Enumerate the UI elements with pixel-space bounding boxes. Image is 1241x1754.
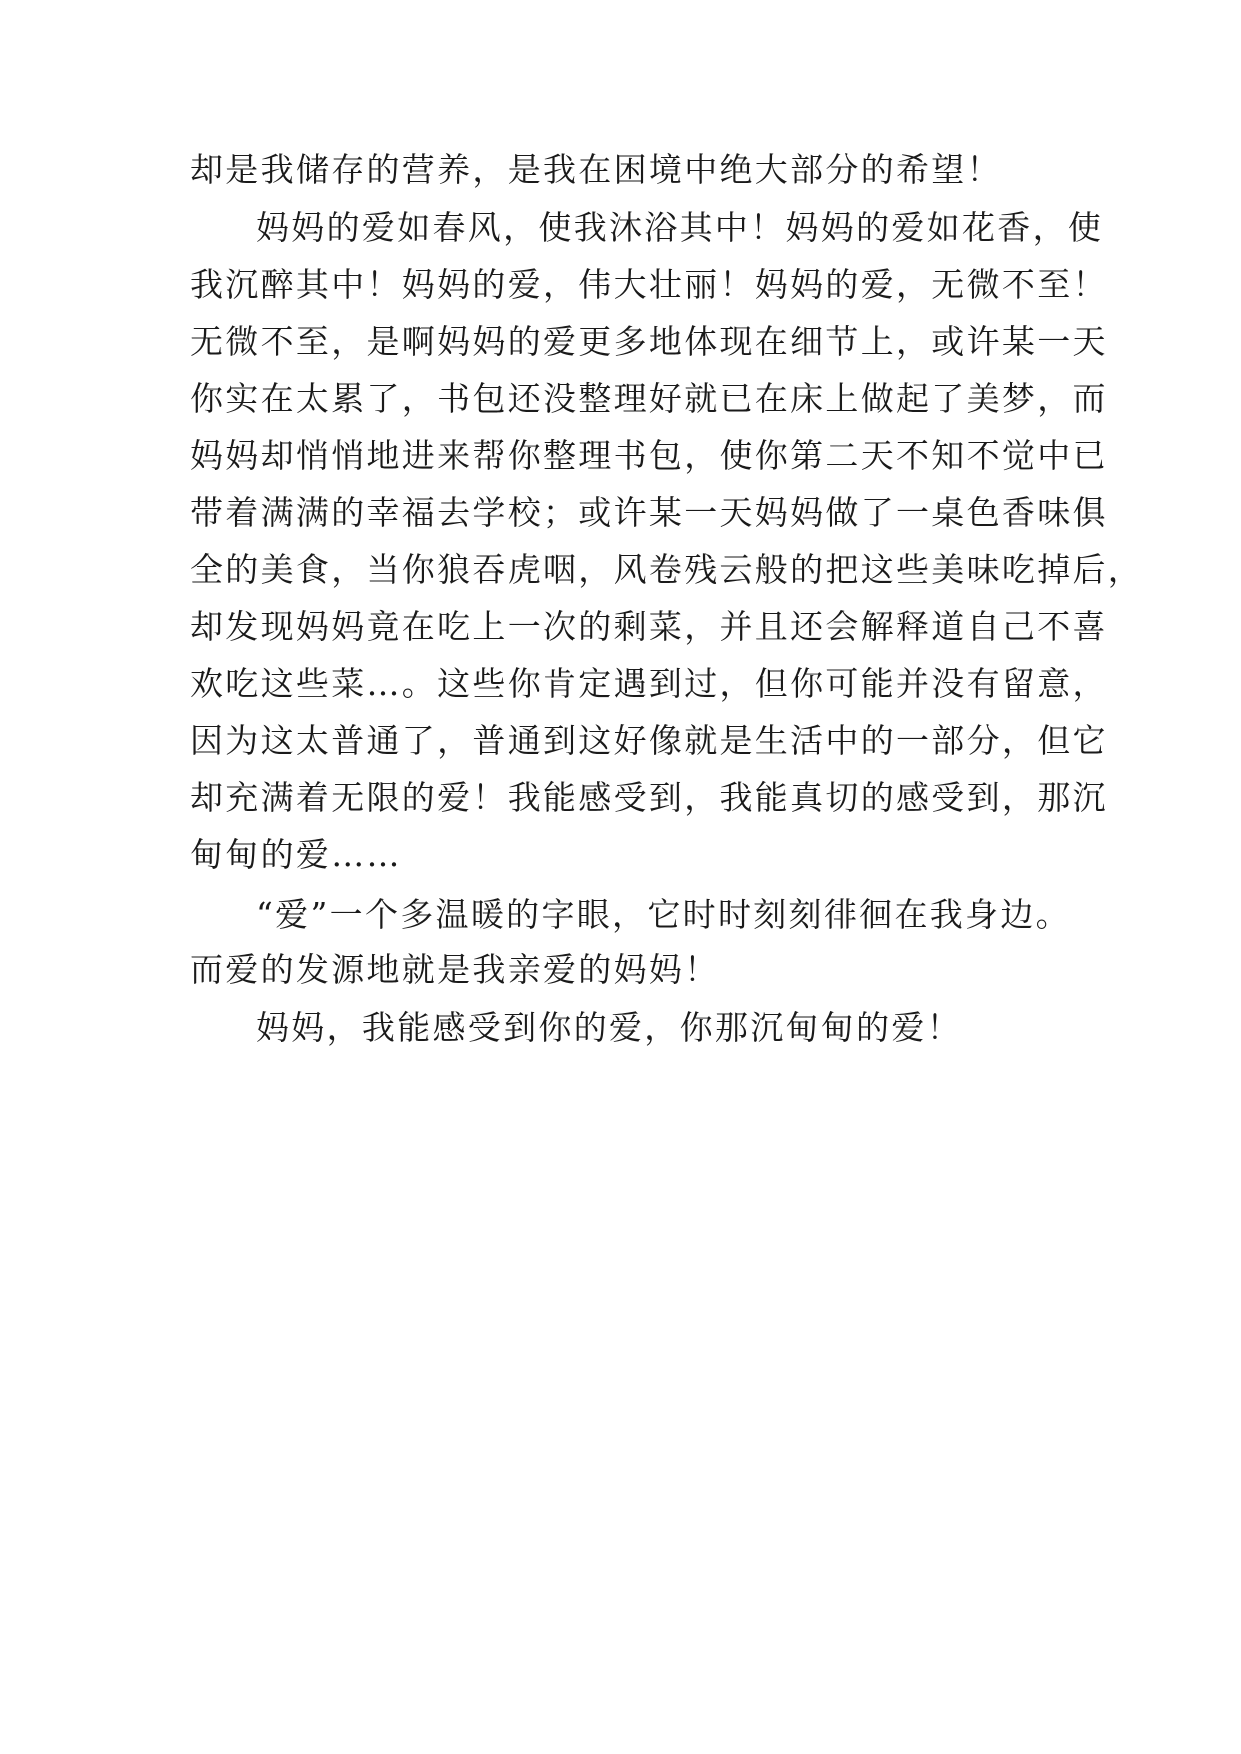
text-line-13: 甸甸的爱…… <box>190 835 402 874</box>
text-line-1: 却是我储存的营养，是我在困境中绝大部分的希望！ <box>190 150 1002 189</box>
text-line-8: 全的美食，当你狼吞虎咽，风卷残云般的把这些美味吃掉后， <box>190 550 1144 589</box>
text-line-3: 我沉醉其中！妈妈的爱，伟大壮丽！妈妈的爱，无微不至！ <box>190 265 1108 304</box>
text-line-4: 无微不至，是啊妈妈的爱更多地体现在细节上，或许某一天 <box>190 322 1108 361</box>
text-line-2: 妈妈的爱如春风，使我沐浴其中！妈妈的爱如花香，使 <box>256 208 1104 247</box>
text-line-9: 却发现妈妈竟在吃上一次的剩菜，并且还会解释道自己不喜 <box>190 607 1108 646</box>
text-line-12: 却充满着无限的爱！我能感受到，我能真切的感受到，那沉 <box>190 778 1108 817</box>
text-line-7: 带着满满的幸福去学校；或许某一天妈妈做了一桌色香味俱 <box>190 493 1108 532</box>
text-line-6: 妈妈却悄悄地进来帮你整理书包，使你第二天不知不觉中已 <box>190 436 1108 475</box>
text-line-10: 欢吃这些菜…。这些你肯定遇到过，但你可能并没有留意， <box>190 664 1108 703</box>
text-line-14: “爱”一个多温暖的字眼，它时时刻刻徘徊在我身边。 <box>256 895 1071 934</box>
text-line-11: 因为这太普通了，普通到这好像就是生活中的一部分，但它 <box>190 721 1108 760</box>
text-line-15: 而爱的发源地就是我亲爱的妈妈！ <box>190 950 720 989</box>
text-line-5: 你实在太累了，书包还没整理好就已在床上做起了美梦，而 <box>190 379 1108 418</box>
text-line-16: 妈妈，我能感受到你的爱，你那沉甸甸的爱！ <box>256 1008 962 1047</box>
